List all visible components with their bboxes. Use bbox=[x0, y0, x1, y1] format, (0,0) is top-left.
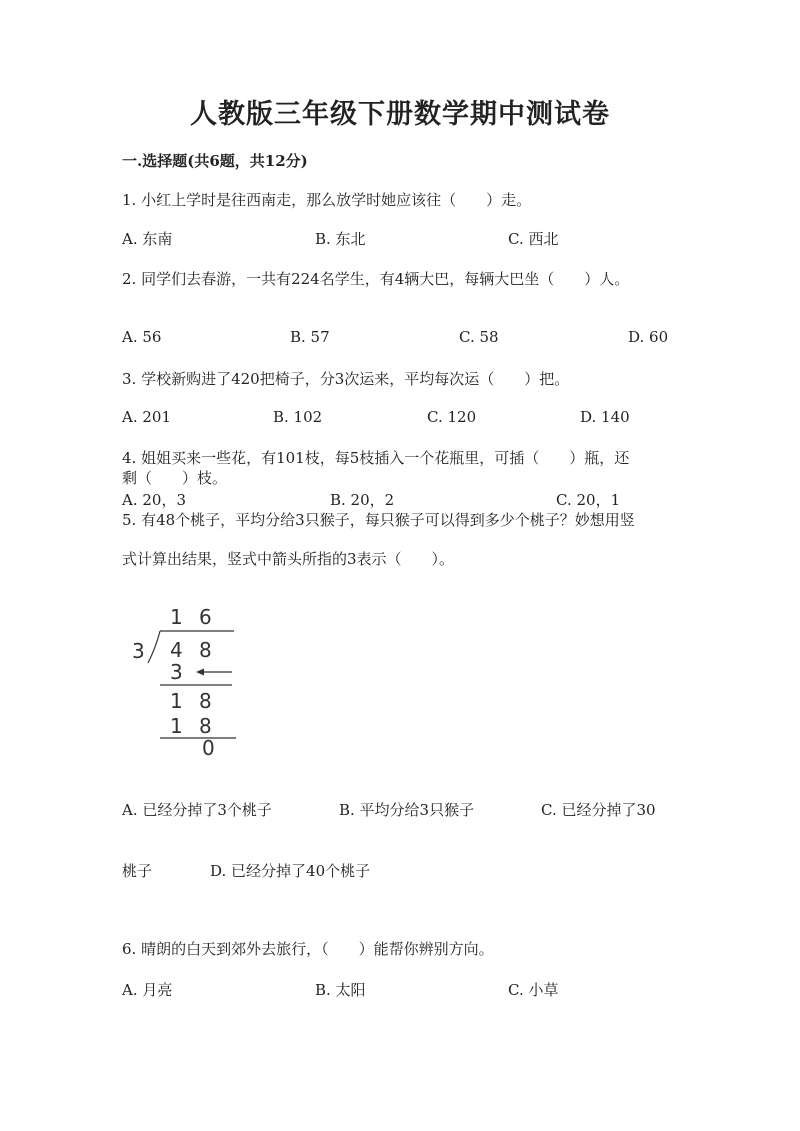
question-5-stem-line1: 5. 有48个桃子，平均分给3只猴子，每只猴子可以得到多少个桃子？妙想用竖 bbox=[122, 511, 635, 529]
question-6-option-c[interactable]: C. 小草 bbox=[508, 981, 559, 999]
question-2-option-d[interactable]: D. 60 bbox=[628, 328, 669, 346]
question-6-option-b[interactable]: B. 太阳 bbox=[315, 981, 366, 999]
question-2-option-c[interactable]: C. 58 bbox=[459, 328, 499, 346]
question-6-stem: 6. 晴朗的白天到郊外去旅行，（ ）能帮你辨别方向。 bbox=[122, 940, 494, 958]
question-4-option-a[interactable]: A. 20，3 bbox=[122, 491, 186, 509]
division-bracket bbox=[148, 631, 160, 663]
question-3-option-a[interactable]: A. 201 bbox=[122, 408, 171, 426]
question-3-option-d[interactable]: D. 140 bbox=[580, 408, 630, 426]
divisor: 3 bbox=[132, 639, 145, 663]
question-2-option-b[interactable]: B. 57 bbox=[290, 328, 330, 346]
question-1-option-b[interactable]: B. 东北 bbox=[315, 230, 366, 248]
quotient-digit-1: 1 bbox=[170, 605, 183, 629]
question-5-option-c[interactable]: C. 已经分掉了30 bbox=[541, 801, 656, 819]
question-3-stem: 3. 学校新购进了420把椅子，分3次运来，平均每次运（ ）把。 bbox=[122, 370, 570, 388]
remainder: 0 bbox=[202, 736, 215, 760]
step3-digit-2: 8 bbox=[199, 714, 212, 738]
question-2-option-a[interactable]: A. 56 bbox=[122, 328, 162, 346]
step2-digit-1: 1 bbox=[170, 689, 183, 713]
question-1-stem: 1. 小红上学时是往西南走，那么放学时她应该往（ ）走。 bbox=[122, 191, 532, 209]
question-2-stem: 2. 同学们去春游，一共有224名学生，有4辆大巴，每辆大巴坐（ ）人。 bbox=[122, 270, 630, 288]
question-5-option-b[interactable]: B. 平均分给3只猴子 bbox=[339, 801, 475, 819]
question-1-option-a[interactable]: A. 东南 bbox=[122, 230, 173, 248]
step1-digit: 3 bbox=[170, 660, 183, 684]
question-4-option-c[interactable]: C. 20，1 bbox=[556, 491, 621, 509]
question-3-option-b[interactable]: B. 102 bbox=[273, 408, 323, 426]
section-heading: 一.选择题(共6题，共12分) bbox=[122, 152, 308, 170]
dividend-digit-2: 8 bbox=[199, 638, 212, 662]
dividend-digit-1: 4 bbox=[170, 638, 183, 662]
question-5-option-a[interactable]: A. 已经分掉了3个桃子 bbox=[122, 801, 272, 819]
question-1-option-c[interactable]: C. 西北 bbox=[508, 230, 559, 248]
step3-digit-1: 1 bbox=[170, 714, 183, 738]
question-5-option-d[interactable]: D. 已经分掉了40个桃子 bbox=[210, 862, 371, 880]
question-5-stem-line2: 式计算出结果，竖式中箭头所指的3表示（ ）。 bbox=[122, 550, 455, 568]
question-6-option-a[interactable]: A. 月亮 bbox=[122, 981, 173, 999]
question-4-stem-line2: 剩（ ）枝。 bbox=[122, 469, 228, 487]
question-5-option-c-continued: 桃子 bbox=[122, 862, 153, 880]
question-4-stem-line1: 4. 姐姐买来一些花，有101枝，每5枝插入一个花瓶里，可插（ ）瓶，还 bbox=[122, 449, 630, 467]
question-4-option-b[interactable]: B. 20，2 bbox=[330, 491, 395, 509]
long-division-figure bbox=[122, 595, 252, 764]
quotient-digit-2: 6 bbox=[199, 605, 212, 629]
page-title: 人教版三年级下册数学期中测试卷 bbox=[190, 99, 610, 130]
arrowhead-icon bbox=[196, 669, 204, 676]
step2-digit-2: 8 bbox=[199, 689, 212, 713]
question-3-option-c[interactable]: C. 120 bbox=[427, 408, 477, 426]
